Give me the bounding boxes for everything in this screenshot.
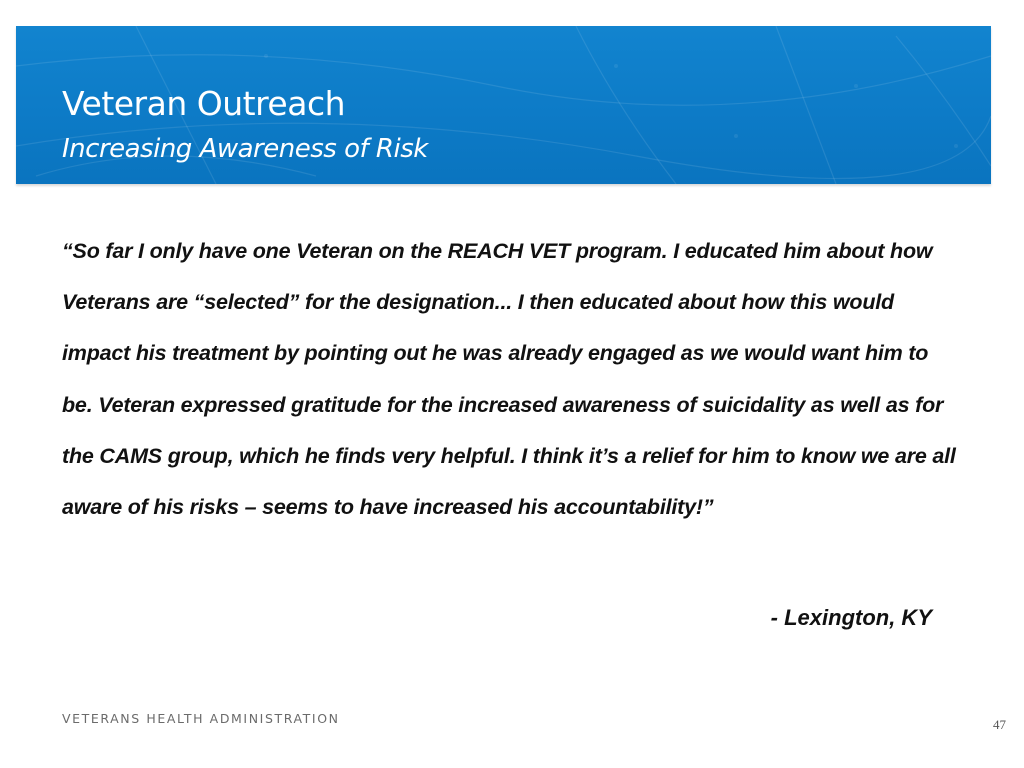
page-subtitle: Increasing Awareness of Risk: [62, 134, 428, 164]
veteran-quote: “So far I only have one Veteran on the REACH VET program. I educated him about how Veterans are “selected” for the designation... I then educated about how this would impact his treatment by pointing out he was already engaged as we would want him to be. Veteran expressed gratitude for the increased awareness of suicidality as well as for the CAMS group, which he finds very helpful. I think it’s a relief for him to know we are all aware of his risks – seems to have increased his accountability!”: [62, 239, 956, 520]
title-banner: [16, 26, 991, 184]
footer-organization: VETERANS HEALTH ADMINISTRATION: [62, 711, 340, 726]
page-title: Veteran Outreach: [62, 84, 346, 123]
quote-attribution: - Lexington, KY: [770, 605, 932, 630]
page-number: 47: [993, 717, 1006, 732]
